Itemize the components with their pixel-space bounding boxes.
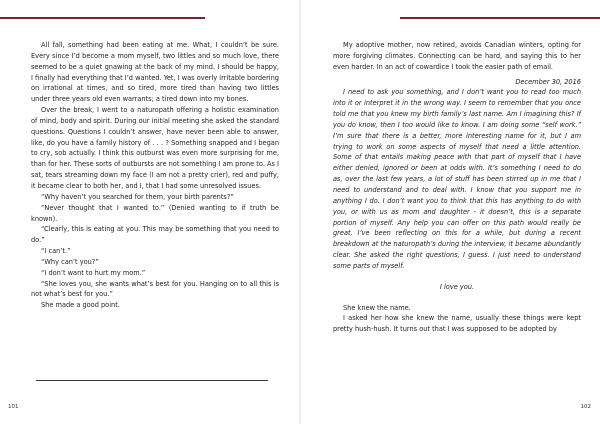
email-closing: I love you. — [439, 282, 475, 291]
dialogue-line: “She loves you, she wants what’s best for you. Hanging on to all this is not what’s best for you.” — [31, 279, 279, 299]
right-header-rule — [400, 17, 600, 19]
letter-date: December 30, 2016 — [515, 77, 581, 86]
body-paragraph: All fall, something had been eating at me. What, I couldn’t be sure. Every since I’d become a mom myself, two littles and so much love, there seemed to be a quiet gnawing at the back of my mind. I should be happy, I finally had everything that I’d wanted. Yet, I was overly irritable bordering on irrational at times, and so tired, more tired than having two littles under three years old even warrants; a tired down into my bones. — [31, 41, 279, 104]
page-number-left: 101 — [8, 404, 19, 410]
left-header-rule — [0, 17, 205, 19]
body-paragraph: She made a good point. — [41, 301, 120, 310]
left-text-block — [31, 40, 279, 311]
dialogue-line: “I don’t want to hurt my mom.” — [41, 268, 146, 277]
right-text-block — [333, 40, 581, 335]
dialogue-line: “Never thought that I wanted to.” (Denied wanting to if truth be known). — [31, 203, 279, 223]
page-number-right: 102 — [580, 404, 591, 410]
body-paragraph: Over the break, I went to a naturopath offering a holistic examination of mind, body and spirit. During our initial meeting she asked the standard questions. Questions I couldn’t answer, have never been able to answer, like, do you have a family history of . . . ? Something snapped and I began to cry, sob actually. I think this outburst was even more surprising for me, than for her. These sorts of outbursts are not something I am prone to. As I sat, tears streaming down my face (I am not a pretty crier), red and puffy, it became clear to both her, and I, that I had some unresolved issues. — [31, 106, 279, 190]
body-paragraph: I asked her how she knew the name, usually these things were kept pretty hush-hush. It turns out that I was supposed to be adopted by — [333, 314, 581, 334]
dialogue-line: “Why haven’t you searched for them, your birth parents?” — [41, 192, 234, 201]
dialogue-line: “Clearly, this is eating at you. This may be something that you need to do.” — [31, 225, 279, 245]
section-end-rule — [36, 380, 268, 381]
body-paragraph: My adoptive mother, now retired, avoids Canadian winters, opting for more forgiving climates. Connecting can be hard, and saying this to her even harder. In an act of cowardice I took the easier path of email. — [333, 41, 581, 71]
dialogue-line: “Why can’t you?” — [41, 257, 99, 266]
body-paragraph: She knew the name. — [343, 303, 411, 312]
right-page — [300, 0, 600, 424]
dialogue-line: “I can’t.” — [41, 247, 71, 256]
email-body: I need to ask you something, and I don’t want you to read too much into it or interpret it in the wrong way. I seem to remember that you once told me that you knew my birth family’s last name. Am I imagining this? If you do know, then I too would like to know. I am doing some “self work.” I’m sure that there is a better, more interesting name for it, but I am trying to work on some aspects of myself that need a little attention. Some of that entails making peace with that part of myself that I have either denied, ignored or been at odds with. It’s something I need to do as, over the last few years, a lot of stuff has been stirred up in me that I need to understand and to deal with. I know that you support me in anything I do. I don’t want you to think that this has anything to do with you, or with us as mom and daughter - it doesn’t, this is a separate portion of myself. Any help you can offer on this path would really be great. I’ve been reflecting on this for a while, but during a recent breakdown at the naturopath’s during the interview, it became abundantly clear. She asked the right questions, I guess. I just need to understand some parts of myself. — [333, 88, 581, 270]
